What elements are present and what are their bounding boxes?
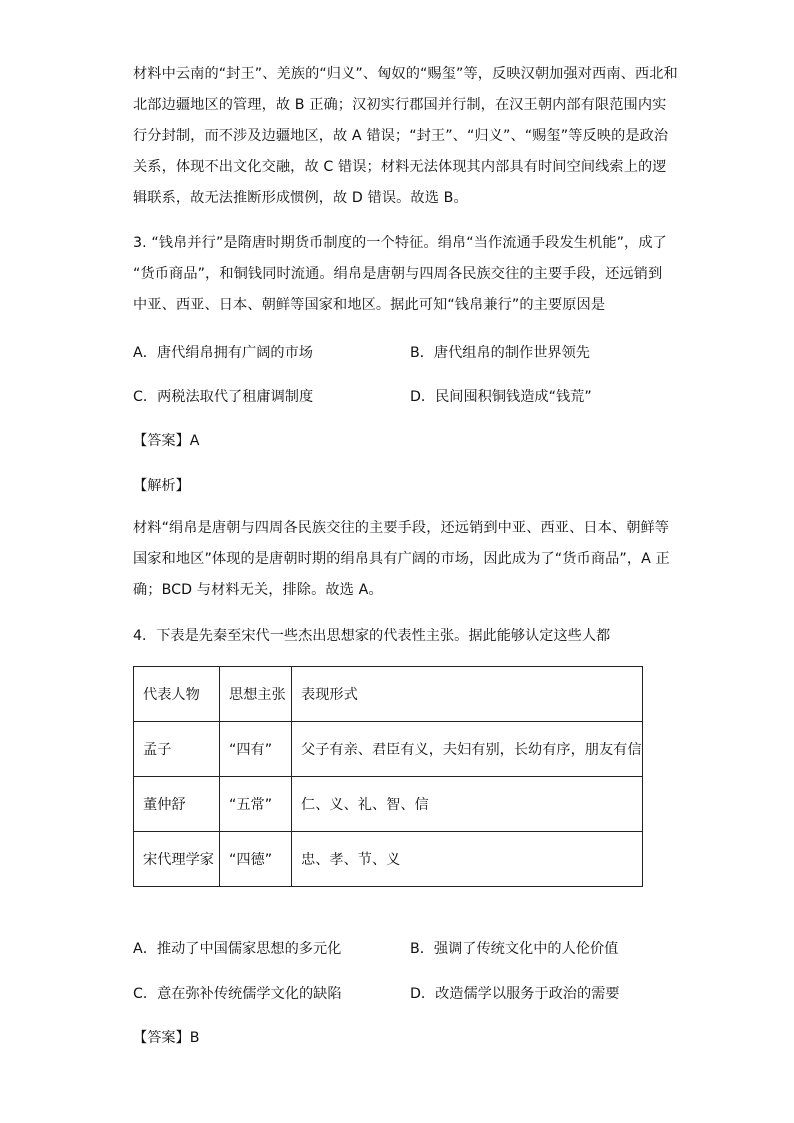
q4-table (133, 666, 643, 887)
table-row (134, 832, 643, 887)
q3-option-d: D．民间囤积铜钱造成“钱荒” (410, 389, 592, 405)
q4-option-a: A．推动了中国儒家思想的多元化 (133, 941, 342, 957)
q3-analysis-line: 国家和地区”体现的是唐朝时期的绢帛具有广阔的市场，因此成为了“货币商品”，A 正 (133, 551, 670, 567)
table-cell: “五常” (220, 777, 292, 832)
q3-answer: 【答案】A (133, 433, 200, 449)
q3-stem-line: 3. “钱帛并行”是隋唐时期货币制度的一个特征。绢帛“当作流通手段发生机能”，成了 (133, 235, 667, 251)
table-cell: 宋代理学家 (134, 832, 220, 887)
q3-analysis-label: 【解析】 (133, 478, 190, 494)
table-cell: 忠、孝、节、义 (292, 832, 643, 887)
q4-answer: 【答案】B (133, 1030, 200, 1046)
q3-option-b: B．唐代组帛的制作世界领先 (410, 345, 590, 361)
table-cell: 董仲舒 (134, 777, 220, 832)
table-row (134, 777, 643, 832)
table-row (134, 722, 643, 777)
q3-stem-line: 中亚、西亚、日本、朝鲜等国家和地区。据此可知“钱帛兼行”的主要原因是 (133, 297, 606, 313)
q3-analysis-paragraph (133, 513, 670, 606)
q3-stem (133, 228, 667, 321)
q3-analysis-line: 确；BCD 与材料无关，排除。故选 A。 (133, 582, 383, 598)
table-cell: 孟子 (134, 722, 220, 777)
q3-option-c: C．两税法取代了租庸调制度 (133, 389, 314, 405)
q3-stem-line: “货币商品”，和铜钱同时流通。绢帛是唐朝与四周各民族交往的主要手段，还远销到 (133, 266, 663, 282)
table-cell: “四德” (220, 832, 292, 887)
prev-analysis-line: 行分封制，而不涉及边疆地区，故 A 错误；“封王”、“归义”、“赐玺”等反映的是政治 (133, 128, 669, 144)
q3-analysis-line: 材料“绢帛是唐朝与四周各民族交往的主要手段，还远销到中亚、西亚、日本、朝鲜等 (133, 520, 670, 536)
q3-option-a: A．唐代绢帛拥有广阔的市场 (133, 345, 313, 361)
table-header-cell: 表现形式 (292, 667, 643, 722)
table-header-cell: 代表人物 (134, 667, 220, 722)
table-cell: 父子有亲、君臣有义，夫妇有别，长幼有序，朋友有信 (292, 722, 643, 777)
q4-stem: 4．下表是先秦至宋代一些杰出思想家的代表性主张。据此能够认定这些人都 (133, 628, 611, 644)
q4-option-d: D．改造儒学以服务于政治的需要 (410, 986, 620, 1002)
prev-analysis-paragraph (133, 59, 678, 214)
table-cell: 仁、义、礼、智、信 (292, 777, 643, 832)
q4-option-b: B．强调了传统文化中的人伦价值 (410, 941, 619, 957)
prev-analysis-line: 材料中云南的“封王”、羌族的“归义”、匈奴的“赐玺”等，反映汉朝加强对西南、西北和 (133, 66, 678, 82)
prev-analysis-line: 北部边疆地区的管理，故 B 正确；汉初实行郡国并行制，在汉王朝内部有限范围内实 (133, 97, 667, 113)
table-header-row (134, 667, 643, 722)
q4-option-c: C．意在弥补传统儒学文化的缺陷 (133, 986, 342, 1002)
prev-analysis-line: 辑联系，故无法推断形成惯例，故 D 错误。故选 B。 (133, 190, 468, 206)
table-cell: “四有” (220, 722, 292, 777)
prev-analysis-line: 关系，体现不出文化交融，故 C 错误；材料无法体现其内部具有时间空间线索上的逻 (133, 159, 667, 175)
table-header-cell: 思想主张 (220, 667, 292, 722)
